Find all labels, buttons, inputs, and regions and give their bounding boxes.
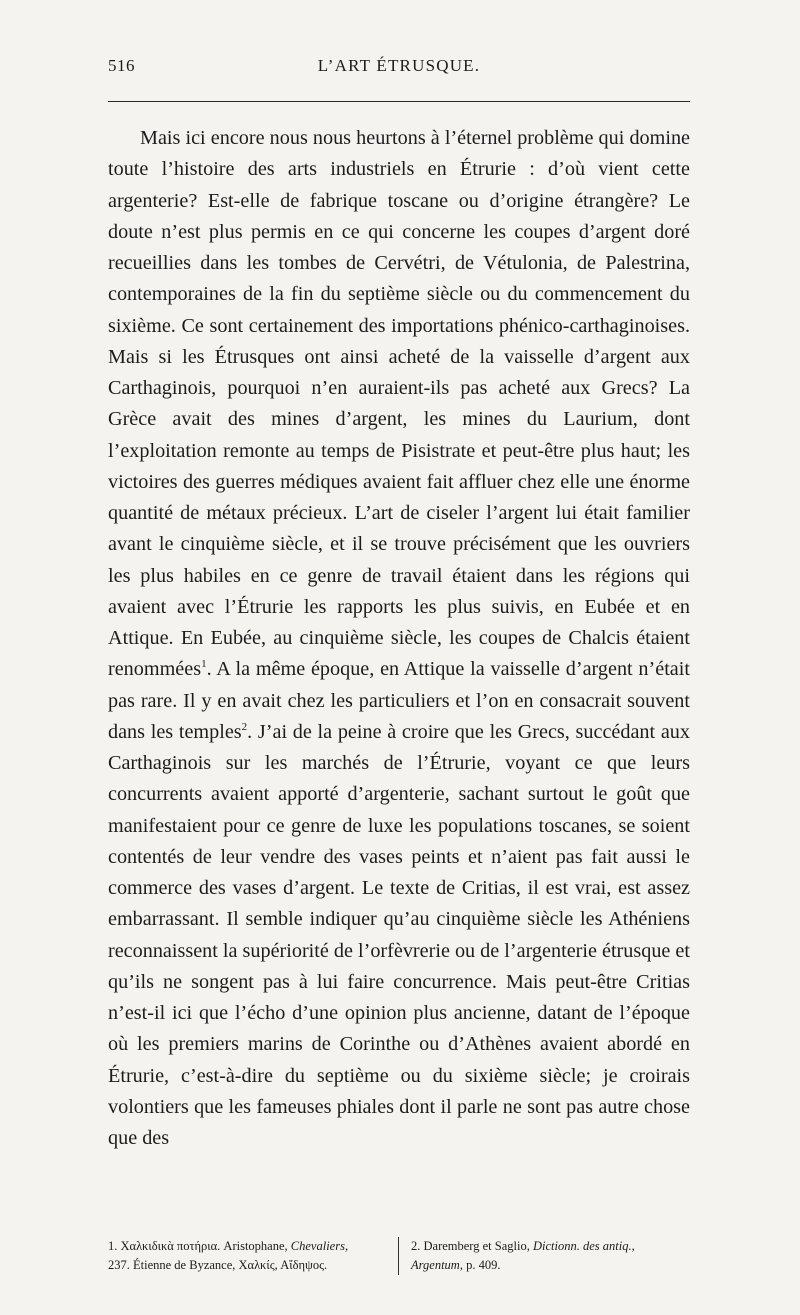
footnote-1-line-1: 1. Χαλκιδικὰ ποτήρια. Aristophane, Chevaliers, bbox=[108, 1239, 349, 1253]
footnote-ref-2: 2 bbox=[241, 720, 248, 733]
text-segment-1: Mais ici encore nous nous heurtons à l’éternel problème qui domine toute l’histoire des arts industriels en Étrurie : d’où vient cette argenterie? Est-elle de fabrique toscane ou d’origine étrangère? Le doute n’est plus permis en ce qui concerne les coupes d’argent doré recueillies dans les tombes de Cervétri, de Vétulonia, de Palestrina, contemporaines de la fin du septième siècle ou du commencement du sixième. Ce sont certainement des importations phénico-carthaginoises. Mais si les Étrusques ont ainsi acheté de la vaisselle d’argent aux Carthaginois, pourquoi n’en auraient-ils pas acheté aux Grecs? La Grèce avait des mines d’argent, les mines du Laurium, dont l’exploitation remonte au temps de Pisistrate et peut-être plus haut; les victoires des guerres médiques avaient fait affluer chez elle une énorme quantité de métaux précieux. L’art de ciseler l’argent lui était familier avant le cinquième siècle, et il se trouve précisément que les ouvriers les plus habiles en ce genre de travail étaient dans les régions qui avaient avec l’Étrurie les rapports les plus suivis, en Eubée et en Attique. En Eubée, au cinquième siècle, les coupes de Chalcis étaient renommées bbox=[108, 127, 690, 681]
footnote-ref-1: 1 bbox=[201, 658, 207, 671]
footnote-2-line-2: Argentum, p. 409. bbox=[411, 1258, 501, 1272]
running-title: L’ART ÉTRUSQUE. bbox=[317, 56, 481, 75]
page-number: 516 bbox=[108, 56, 135, 75]
footnote-2-line-1: 2. Daremberg et Saglio, Dictionn. des antiq., bbox=[411, 1239, 635, 1253]
text-segment-2: . A la même époque, en Attique la vaisselle d’argent n’était pas rare. Il y en avait chez les particuliers et l’on en consacrait souvent dans les temples bbox=[108, 658, 690, 743]
footnote-1-line-2: 237. Étienne de Byzance, Χαλκίς, Αἴδηψος. bbox=[108, 1258, 328, 1272]
header-rule bbox=[108, 101, 690, 102]
main-text bbox=[108, 123, 690, 1154]
footnote-1 bbox=[108, 1237, 399, 1275]
paragraph bbox=[108, 123, 690, 1154]
running-head bbox=[108, 56, 690, 84]
text-segment-3: . J’ai de la peine à croire que les Grecs, succédant aux Carthaginois sur les marchés de l’Étrurie, voyant ce que leurs concurrents avaient apporté d’argenterie, sachant surtout le goût que manifestaient pour ce genre de luxe les populations toscanes, se soient contentés de leur vendre des vases peints et n’aient pas fait aussi le commerce des vases d’argent. Le texte de Critias, il est vrai, est assez embarrassant. Il semble indiquer qu’au cinquième siècle les Athéniens reconnaissent la supériorité de l’orfèvrerie ou de l’argenterie étrusque et qu’ils ne songent pas à lui faire concurrence. Mais peut-être Critias n’est-il ici que l’écho d’une opinion plus ancienne, datant de l’époque où les premiers marins de Corinthe ou d’Athènes avaient abordé en Étrurie, c’est-à-dire du septième ou du sixième siècle; je croirais volontiers que les fameuses phiales dont il parle ne sont pas autre chose que des bbox=[108, 720, 690, 1149]
footnote-2 bbox=[399, 1237, 690, 1275]
footnotes bbox=[108, 1237, 690, 1275]
